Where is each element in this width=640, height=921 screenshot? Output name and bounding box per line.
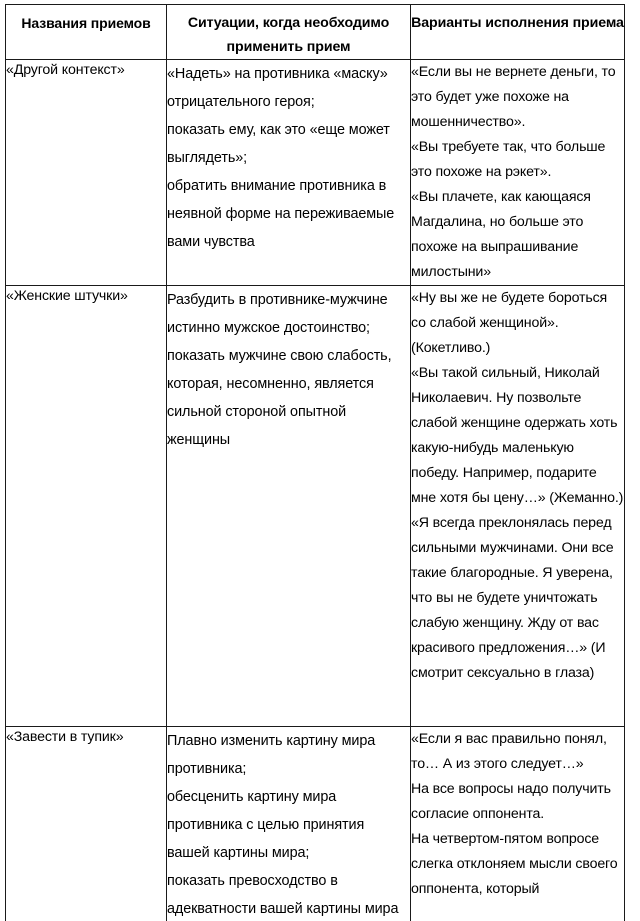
cell-technique-name [6, 60, 167, 286]
variants-list [411, 60, 624, 285]
technique-name-text: «Другой контекст» [6, 62, 125, 78]
variant-item: «Вы такой сильный, Николай Николаевич. Ну позвольте слабой женщине одержать хоть какую-нибудь маленькую победу. Например, подарите мне хотя бы цену…» (Жеманно.) [411, 365, 624, 506]
situation-item: обратить внимание противника в неявной форме на переживаемые вами чувства [167, 178, 395, 250]
situations-list [167, 286, 410, 454]
situation-item: обесценить картину мира противника с целью принятия вашей картины мира; [167, 789, 365, 861]
situations-list [167, 60, 410, 256]
column-header-name [6, 5, 167, 60]
variant-item: На четвертом-пятом вопросе слегка отклоняем мысли своего оппонента, который [411, 831, 618, 897]
column-header-name-text: Названия приемов [21, 15, 151, 31]
cell-technique-name [6, 286, 167, 727]
cell-situations [167, 727, 411, 921]
situation-item: показать ему, как это «еще может выглядеть»; [167, 122, 390, 166]
table-row [6, 60, 625, 286]
variant-item: «Если я вас правильно понял, то… А из этого следует…» [411, 731, 607, 772]
table-row [6, 286, 625, 727]
cell-variants [411, 727, 625, 921]
column-header-variants-text: Варианты исполнения приема [411, 15, 624, 31]
variants-list [411, 727, 624, 902]
variant-item: «Ну вы же не будете бороться со слабой женщиной». (Кокетливо.) [411, 290, 608, 356]
table-row [6, 727, 625, 921]
techniques-table [5, 4, 625, 921]
cell-situations [167, 286, 411, 727]
cell-situations [167, 60, 411, 286]
situations-list [167, 727, 410, 921]
variant-item: «Вы плачете, как кающаяся Магдалина, но больше это похоже на выпрашивание милостыни» [411, 189, 591, 280]
variant-item: «Если вы не вернете деньги, то это будет уже похоже на мошенничество». [411, 64, 616, 130]
column-header-situations [167, 5, 411, 60]
variant-item: На все вопросы надо получить согласие оппонента. [411, 781, 611, 822]
cell-variants [411, 286, 625, 727]
column-header-situations-text: Ситуации, когда необходимо применить прием [187, 15, 390, 55]
column-header-variants [411, 5, 625, 60]
technique-name-text: «Женские штучки» [6, 288, 128, 304]
situation-item: Разбудить в противнике-мужчине истинно мужское достоинство; [167, 292, 388, 336]
table-header-row [6, 5, 625, 60]
variant-item: «Вы требуете так, что больше это похоже на рэкет». [411, 139, 606, 180]
situation-item: показать превосходство в адекватности вашей картины мира [167, 873, 399, 917]
variant-item: «Я всегда преклонялась перед сильными мужчинами. Они все такие благородные. Я уверена, что вы не будете уничтожать слабую женщину. Жду от вас красивого предложения…» (И смотрит сексуально в глаза) [411, 515, 614, 681]
situation-item: «Надеть» на противника «маску» отрицательного героя; [167, 66, 388, 110]
situation-item: Плавно изменить картину мира противника; [167, 733, 376, 777]
cell-technique-name [6, 727, 167, 921]
technique-name-text: «Завести в тупик» [6, 729, 124, 745]
cell-variants [411, 60, 625, 286]
variants-list [411, 286, 624, 686]
situation-item: показать мужчине свою слабость, которая, несомненно, является сильной стороной опытной женщины [167, 348, 392, 448]
